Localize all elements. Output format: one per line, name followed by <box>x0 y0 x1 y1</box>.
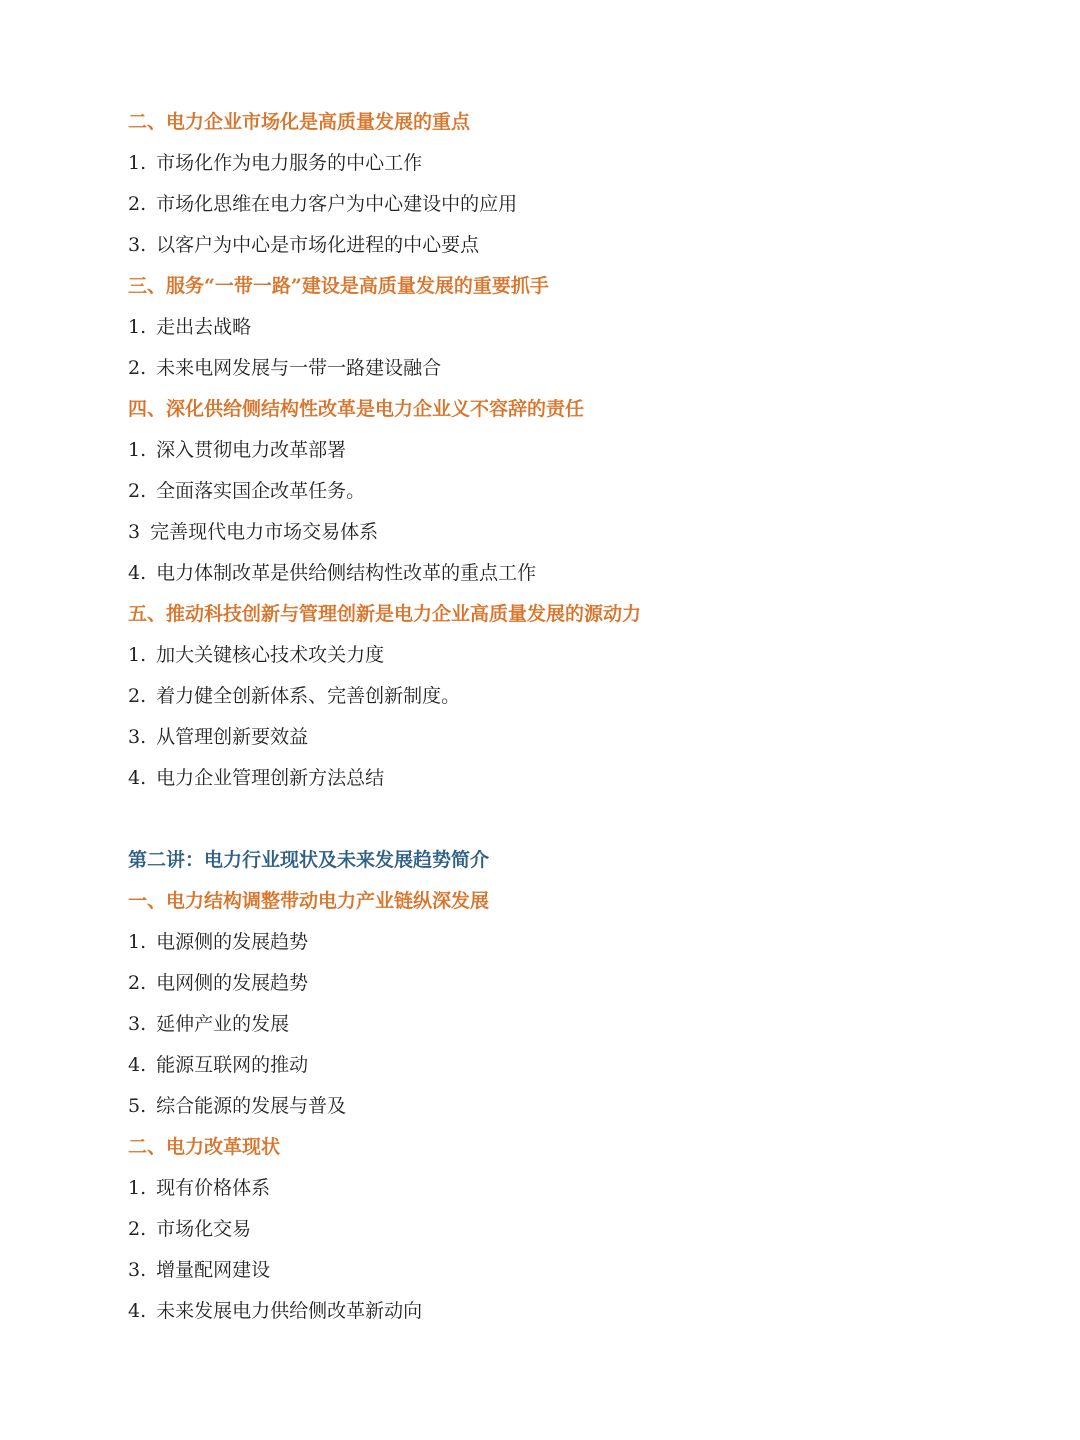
list-item <box>128 225 479 266</box>
list-item <box>128 184 517 225</box>
list-item <box>128 963 308 1004</box>
section-heading: 四、深化供给侧结构性改革是电力企业义不容辞的责任 <box>128 398 585 420</box>
list-item-text: 电源侧的发展趋势 <box>156 931 309 953</box>
list-item-number: 1. <box>128 644 147 666</box>
lecture-title: 第二讲：电力行业现状及未来发展趋势简介 <box>128 849 490 871</box>
list-item-number: 4. <box>128 767 147 789</box>
list-item-text: 走出去战略 <box>156 316 252 338</box>
list-item-text: 着力健全创新体系、完善创新制度。 <box>156 685 461 707</box>
list-item <box>128 1086 346 1127</box>
list-item-number: 1. <box>128 1177 147 1199</box>
list-item-number: 4. <box>128 1300 147 1322</box>
list-item-text: 增量配网建设 <box>156 1259 271 1281</box>
section-heading: 二、电力改革现状 <box>128 1136 281 1158</box>
list-item-number: 2. <box>128 972 147 994</box>
section-heading: 三、服务“一带一路”建设是高质量发展的重要抓手 <box>128 275 549 297</box>
list-item <box>128 1168 270 1209</box>
list-item-text: 电力企业管理创新方法总结 <box>156 767 385 789</box>
list-item-text: 电力体制改革是供给侧结构性改革的重点工作 <box>156 562 537 584</box>
list-item <box>128 471 365 512</box>
list-item <box>128 758 384 799</box>
list-item <box>128 430 346 471</box>
list-item-number: 3 <box>128 521 141 543</box>
section-heading: 二、电力企业市场化是高质量发展的重点 <box>128 111 471 133</box>
list-item-text: 能源互联网的推动 <box>156 1054 309 1076</box>
list-item <box>128 307 251 348</box>
list-item-text: 市场化交易 <box>156 1218 252 1240</box>
section-heading: 五、推动科技创新与管理创新是电力企业高质量发展的源动力 <box>128 603 642 625</box>
list-item-number: 2. <box>128 480 147 502</box>
list-item <box>128 676 460 717</box>
list-item-text: 电网侧的发展趋势 <box>156 972 309 994</box>
list-item-text: 市场化思维在电力客户为中心建设中的应用 <box>156 193 518 215</box>
list-item-number: 2. <box>128 357 147 379</box>
list-item-number: 4. <box>128 1054 147 1076</box>
list-item-text: 深入贯彻电力改革部署 <box>156 439 347 461</box>
list-item <box>128 922 308 963</box>
list-item-number: 4. <box>128 562 147 584</box>
list-item-text: 综合能源的发展与普及 <box>156 1095 347 1117</box>
list-item-text: 全面落实国企改革任务。 <box>156 480 366 502</box>
list-item <box>128 1209 251 1250</box>
list-item <box>128 1045 308 1086</box>
list-item-text: 完善现代电力市场交易体系 <box>150 521 379 543</box>
list-item <box>128 717 308 758</box>
list-item <box>128 1250 270 1291</box>
list-item-text: 延伸产业的发展 <box>156 1013 290 1035</box>
list-item-number: 3. <box>128 1259 147 1281</box>
list-item <box>128 553 536 594</box>
list-item-text: 未来电网发展与一带一路建设融合 <box>156 357 442 379</box>
list-item <box>128 635 384 676</box>
list-item-number: 2. <box>128 1218 147 1240</box>
list-item-number: 2. <box>128 193 147 215</box>
list-item-number: 3. <box>128 234 147 256</box>
list-item <box>128 1291 422 1332</box>
list-item <box>128 512 378 553</box>
list-item-text: 未来发展电力供给侧改革新动向 <box>156 1300 423 1322</box>
section-heading: 一、电力结构调整带动电力产业链纵深发展 <box>128 890 490 912</box>
list-item <box>128 348 441 389</box>
list-item-number: 1. <box>128 931 147 953</box>
list-item-text: 加大关键核心技术攻关力度 <box>156 644 385 666</box>
list-item-text: 现有价格体系 <box>156 1177 271 1199</box>
list-item-number: 1. <box>128 152 147 174</box>
list-item-number: 5. <box>128 1095 147 1117</box>
list-item <box>128 1004 289 1045</box>
list-item-number: 1. <box>128 439 147 461</box>
list-item-number: 3. <box>128 726 147 748</box>
list-item <box>128 143 422 184</box>
list-item-number: 1. <box>128 316 147 338</box>
list-item-number: 2. <box>128 685 147 707</box>
list-item-text: 从管理创新要效益 <box>156 726 309 748</box>
list-item-text: 以客户为中心是市场化进程的中心要点 <box>156 234 480 256</box>
list-item-number: 3. <box>128 1013 147 1035</box>
list-item-text: 市场化作为电力服务的中心工作 <box>156 152 423 174</box>
